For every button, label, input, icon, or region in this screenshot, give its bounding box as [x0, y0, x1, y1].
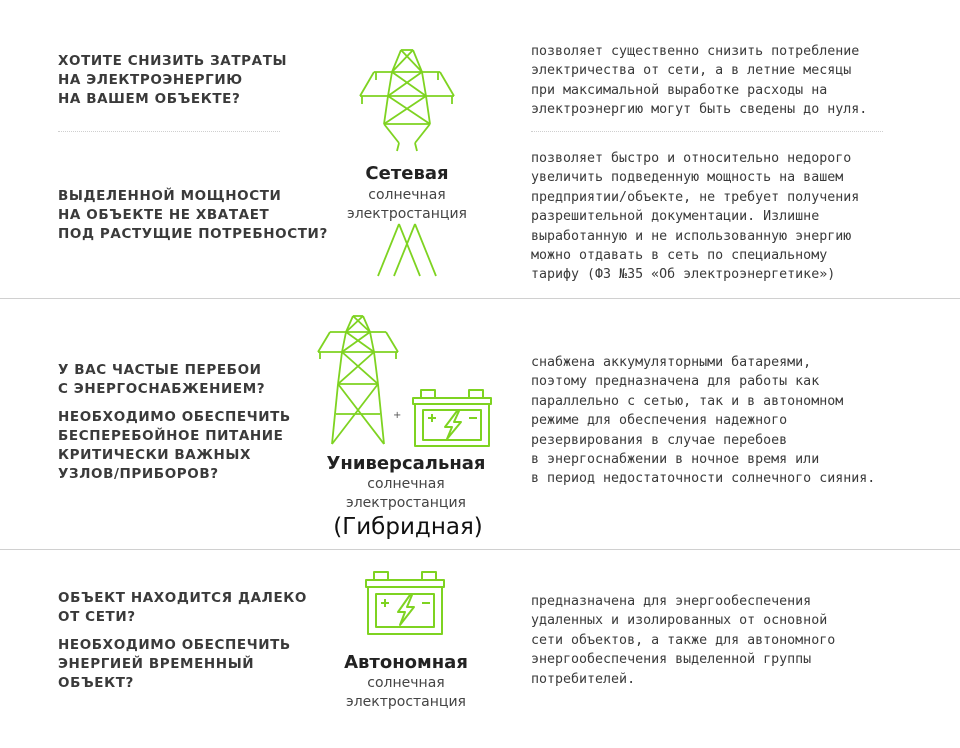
description-insufficient-power: позволяет быстро и относительно недорого увеличить подведенную мощность на вашем предприятии/объекте, не требует получения разрешительной документации. Излишне выработанную и не использованную энергию можно отдавать в сеть по специальному тарифу (ФЗ №35 «Об электроэнергетике») — [531, 151, 860, 283]
power-tower-icon — [354, 48, 460, 276]
question-reduce-costs: ХОТИТЕ СНИЗИТЬ ЗАТРАТЫ НА ЭЛЕКТРОЭНЕРГИЮ НА ВАШЕМ ОБЪЕКТЕ? — [58, 53, 288, 107]
station-title-autonomous: Автономная — [344, 652, 468, 673]
question-frequent-outages: У ВАС ЧАСТЫЕ ПЕРЕБОИ С ЭНЕРГОСНАБЖЕНИЕМ? — [58, 362, 266, 397]
station-type-hybrid: (Гибридная) — [333, 514, 483, 540]
dotted-separator — [58, 131, 280, 132]
description-hybrid: снабжена аккумуляторными батареями, поэтому предназначена для работы как параллельно с сетью, так и в автономном режиме для обеспечения надежного резервирования в случае перебоев в энергоснабжении в ночное время или в период недостаточности солнечного сияния. — [531, 355, 876, 487]
battery-icon — [364, 570, 446, 636]
plus-sign: + — [393, 410, 402, 421]
station-subtitle-grid: солнечная электростанция — [347, 187, 467, 222]
station-title-grid: Сетевая — [365, 163, 449, 184]
dotted-separator — [531, 131, 883, 132]
question-insufficient-power: ВЫДЕЛЕННОЙ МОЩНОСТИ НА ОБЪЕКТЕ НЕ ХВАТАЕТ ПОД РАСТУЩИЕ ПОТРЕБНОСТИ? — [58, 188, 328, 242]
battery-icon — [411, 388, 493, 448]
power-tower-icon — [314, 314, 402, 446]
section-divider — [0, 549, 960, 550]
question-far-from-grid: ОБЪЕКТ НАХОДИТСЯ ДАЛЕКО ОТ СЕТИ? — [58, 590, 307, 625]
section-divider — [0, 298, 960, 299]
station-subtitle-autonomous: солнечная электростанция — [346, 675, 466, 710]
question-temporary-object: НЕОБХОДИМО ОБЕСПЕЧИТЬ ЭНЕРГИЕЙ ВРЕМЕННЫЙ ОБЪЕКТ? — [58, 637, 291, 691]
description-autonomous: предназначена для энергообеспечения удаленных и изолированных от основной сети объектов, а также для автономного энергообеспечения выделенной группы потребителей. — [531, 594, 836, 687]
station-title-hybrid: Универсальная — [326, 453, 486, 474]
station-subtitle-hybrid: солнечная электростанция — [346, 476, 466, 511]
description-reduce-costs: позволяет существенно снизить потребление электричества от сети, а в летние месяцы при максимальной выработке расходы на электроэнергию могут быть сведены до нуля. — [531, 44, 868, 118]
question-uninterrupted-power: НЕОБХОДИМО ОБЕСПЕЧИТЬ БЕСПЕРЕБОЙНОЕ ПИТАНИЕ КРИТИЧЕСКИ ВАЖНЫХ УЗЛОВ/ПРИБОРОВ? — [58, 409, 291, 482]
